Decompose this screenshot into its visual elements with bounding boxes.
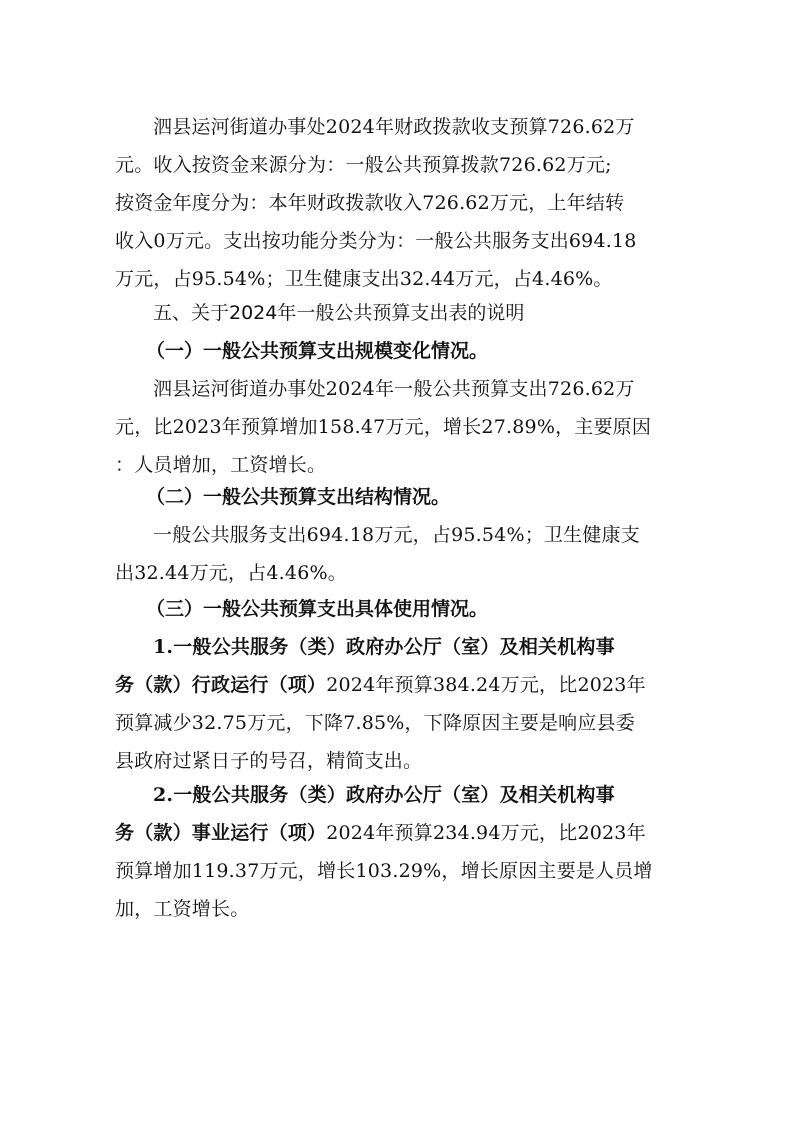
paragraph-line: 元。收入按资金来源分为：一般公共预算拨款726.62万元;: [115, 154, 612, 176]
paragraph-line: ：人员增加，工资增长。: [115, 454, 327, 476]
structure-paragraph: [115, 516, 700, 592]
item-text: 2024年预算234.94万元，比2023年: [326, 822, 646, 844]
paragraph-line: 泗县运河街道办事处2024年一般公共预算支出726.62万: [153, 378, 635, 400]
paragraph-line: 收入0万元。支出按功能分类分为：一般公共服务支出694.18: [115, 230, 637, 252]
paragraph-line: [115, 666, 700, 704]
paragraph-line: 县政府过紧日子的号召，精简支出。: [115, 750, 423, 772]
paragraph-line: 元，比2023年预算增加158.47万元，增长27.89%，主要原因: [115, 416, 652, 438]
item-title-tail: 务（款）行政运行（项）: [115, 674, 327, 696]
subsection-heading-structure: （二）一般公共预算支出结构情况。: [146, 486, 451, 508]
item-text: 2024年预算384.24万元，比2023年: [326, 674, 646, 696]
budget-summary-paragraph: [115, 108, 700, 298]
subsection-heading-scale: （一）一般公共预算支出规模变化情况。: [146, 340, 489, 362]
usage-item-1: [115, 628, 700, 780]
paragraph-line: 预算增加119.37万元，增长103.29%，增长原因主要是人员增: [115, 860, 653, 882]
paragraph-line: 加，工资增长。: [115, 898, 250, 920]
item-title-tail: 务（款）事业运行（项）: [115, 822, 327, 844]
scale-change-paragraph: [115, 370, 700, 484]
paragraph-line: 出32.44万元，占4.46%。: [115, 562, 347, 584]
usage-item-2: [115, 776, 700, 928]
paragraph-line: 预算减少32.75万元，下降7.85%，下降原因主要是响应县委: [115, 712, 635, 734]
item-title-line: 1.一般公共服务（类）政府办公厅（室）及相关机构事: [153, 636, 615, 658]
subsection-heading-usage: （三）一般公共预算支出具体使用情况。: [146, 598, 489, 620]
paragraph-line: 泗县运河街道办事处2024年财政拨款收支预算726.62万: [153, 116, 635, 138]
item-title-line: 2.一般公共服务（类）政府办公厅（室）及相关机构事: [153, 784, 615, 806]
paragraph-line: [115, 814, 700, 852]
paragraph-line: 按资金年度分为：本年财政拨款收入726.62万元，上年结转: [115, 192, 625, 214]
paragraph-line: 一般公共服务支出694.18万元，占95.54%；卫生健康支: [153, 524, 640, 546]
section-heading: 五、关于2024年一般公共预算支出表的说明: [153, 302, 525, 324]
paragraph-line: 万元，占95.54%；卫生健康支出32.44万元，占4.46%。: [115, 268, 613, 290]
